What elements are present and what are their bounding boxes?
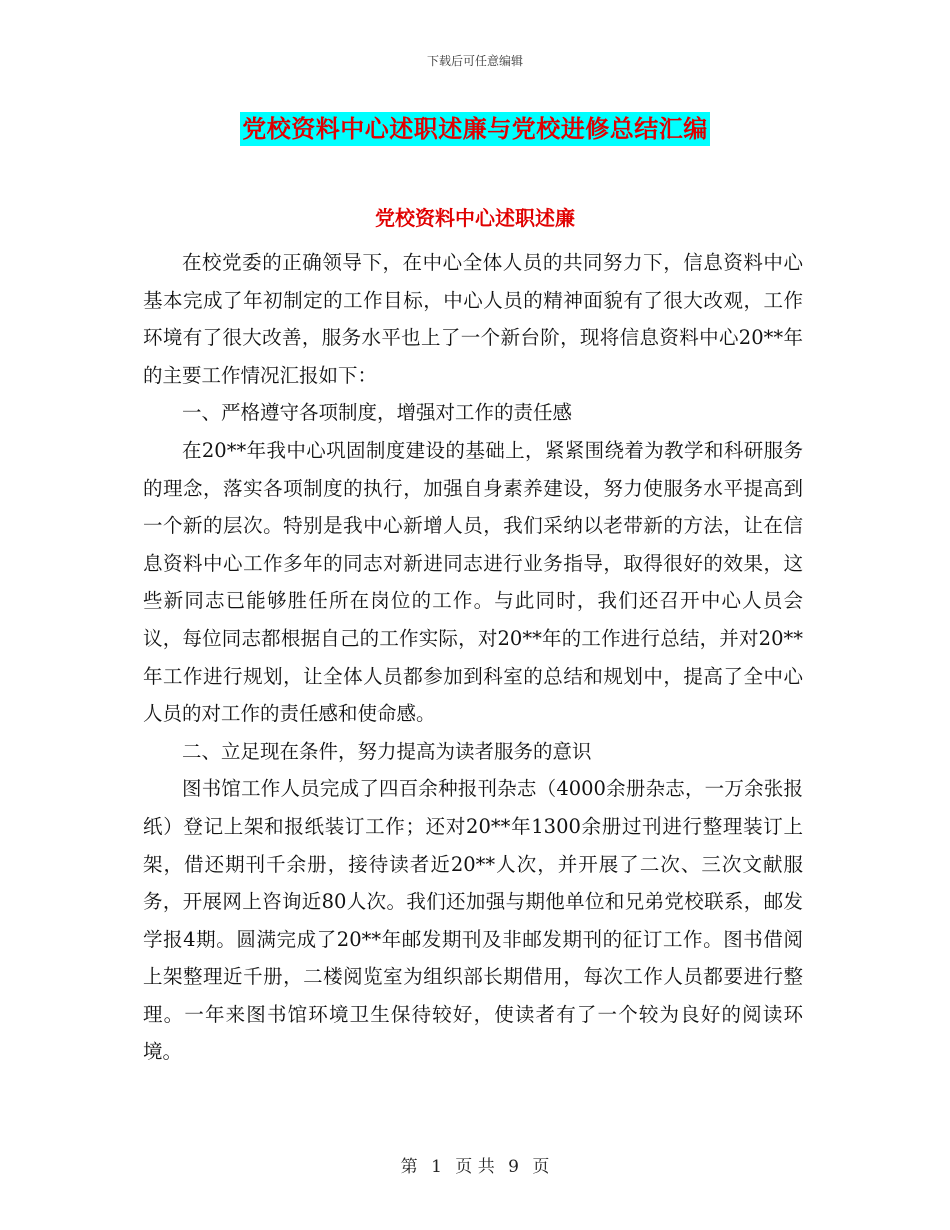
page-prefix: 第 <box>400 1157 418 1177</box>
page-mid: 页 共 <box>455 1157 495 1177</box>
paragraph-intro: 在校党委的正确领导下，在中心全体人员的共同努力下，信息资料中心基本完成了年初制定的工作目标，中心人员的精神面貌有了很大改观，工作环境有了很大改善，服务水平也上了一个新台阶，现将信息资料中心20**年的主要工作情况汇报如下： <box>143 251 803 387</box>
body-text <box>143 244 803 1071</box>
page-current: 1 <box>431 1157 442 1177</box>
paragraph-section-2: 图书馆工作人员完成了四百余种报刊杂志（4000余册杂志，一万余张报纸）登记上架和报纸装订工作；还对20**年1300余册过刊进行整理装订上架，借还期刊千余册，接待读者近20**人次，并开展了二次、三次文献服务，开展网上咨询近80人次。我们还加强与期他单位和兄弟党校联系，邮发学报4期。圆满完成了20**年邮发期刊及非邮发期刊的征订工作。图书借阅上架整理近千册，二楼阅览室为组织部长期借用，每次工作人员都要进行整理。一年来图书馆环境卫生保待较好，使读者有了一个较为良好的阅读环境。 <box>143 777 803 1064</box>
section-title: 党校资料中心述职述廉 <box>375 206 575 230</box>
heading-section-1: 一、严格遵守各项制度，增强对工作的责任感 <box>182 401 573 425</box>
heading-section-2: 二、立足现在条件，努力提高为读者服务的意识 <box>182 739 592 763</box>
page-total: 9 <box>508 1157 519 1177</box>
header-note: 下载后可任意编辑 <box>426 54 523 68</box>
main-title: 党校资料中心述职述廉与党校进修总结汇编 <box>240 112 710 146</box>
page-footer <box>0 1152 950 1177</box>
page-suffix: 页 <box>532 1157 550 1177</box>
main-title-wrap <box>0 112 950 146</box>
paragraph-section-1: 在20**年我中心巩固制度建设的基础上，紧紧围绕着为教学和科研服务的理念，落实各项制度的执行，加强自身素养建设，努力使服务水平提高到一个新的层次。特别是我中心新增人员，我们采纳以老带新的方法，让在信息资料中心工作多年的同志对新进同志进行业务指导，取得很好的效果，这些新同志已能够胜任所在岗位的工作。与此同时，我们还召开中心人员会议，每位同志都根据自己的工作实际，对20**年的工作进行总结，并对20**年工作进行规划，让全体人员都参加到科室的总结和规划中，提高了全中心人员的对工作的责任感和使命感。 <box>143 438 803 726</box>
